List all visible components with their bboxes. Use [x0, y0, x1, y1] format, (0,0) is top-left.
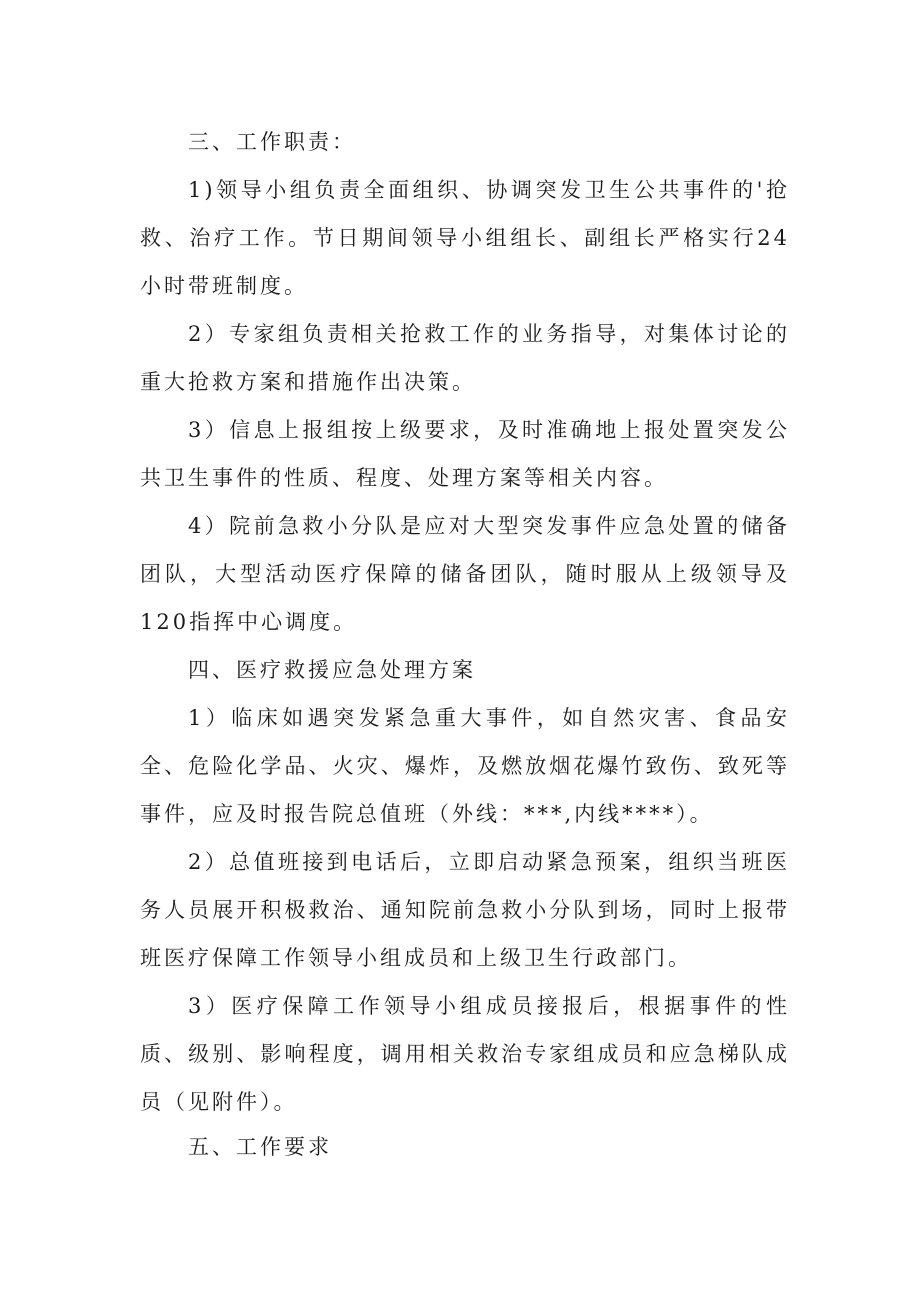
paragraph-duty-4: 4）院前急救小分队是应对大型突发事件应急处置的储备团队，大型活动医疗保障的储备团队，随时服从上级领导及120指挥中心调度。	[140, 514, 790, 634]
paragraph-plan-1: 1）临床如遇突发紧急重大事件，如自然灾害、食品安全、危险化学品、火灾、爆炸，及燃放烟花爆竹致伤、致死等事件，应及时报告院总值班（外线：***,内线****）。	[140, 706, 790, 826]
section-heading-emergency-plan: 四、医疗救援应急处理方案	[188, 658, 476, 682]
section-heading-requirements: 五、工作要求	[188, 1135, 332, 1159]
section-heading-duties: 三、工作职责：	[188, 130, 356, 154]
paragraph-duty-1: 1)领导小组负责全面组织、协调突发卫生公共事件的'抢救、治疗工作。节日期间领导小组组长、副组长严格实行24小时带班制度。	[140, 178, 790, 298]
paragraph-plan-3: 3）医疗保障工作领导小组成员接报后，根据事件的性质、级别、影响程度，调用相关救治专家组成员和应急梯队成员（见附件）。	[140, 994, 790, 1114]
document-body	[140, 118, 790, 1170]
paragraph-plan-2: 2）总值班接到电话后，立即启动紧急预案，组织当班医务人员展开积极救治、通知院前急救小分队到场，同时上报带班医疗保障工作领导小组成员和上级卫生行政部门。	[140, 850, 790, 970]
paragraph-duty-2: 2）专家组负责相关抢救工作的业务指导，对集体讨论的重大抢救方案和措施作出决策。	[140, 322, 790, 394]
paragraph-duty-3: 3）信息上报组按上级要求，及时准确地上报处置突发公共卫生事件的性质、程度、处理方案等相关内容。	[140, 418, 790, 490]
